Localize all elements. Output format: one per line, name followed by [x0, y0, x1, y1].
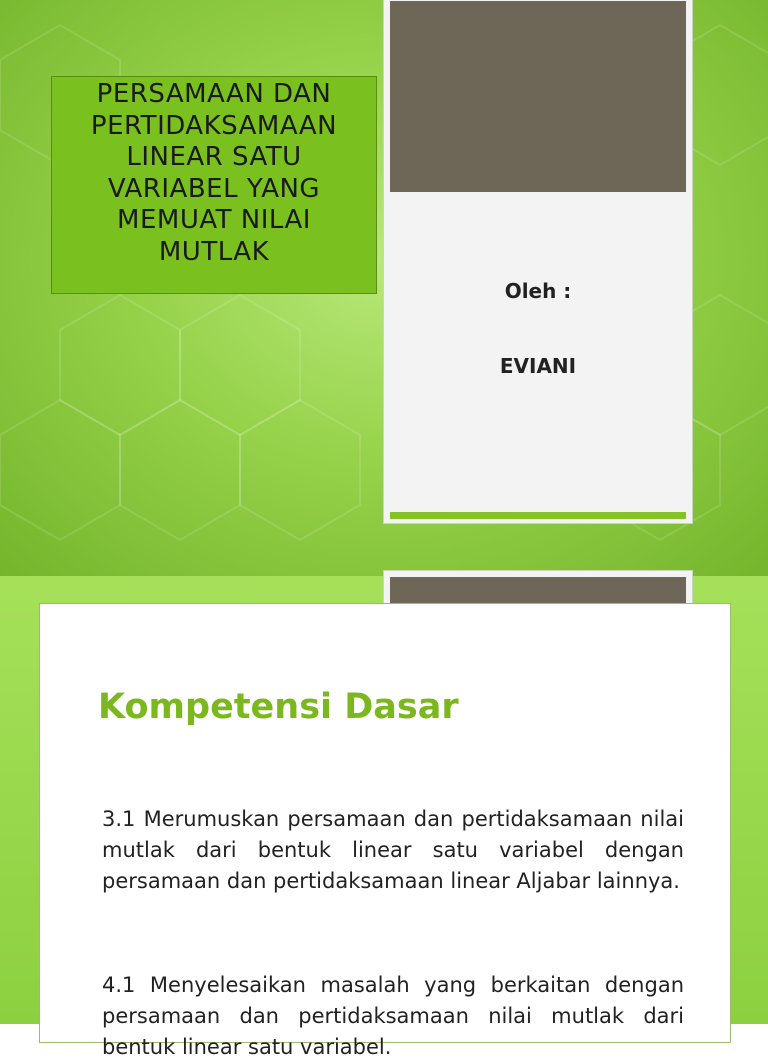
accent-bar [390, 512, 686, 519]
author-panel [383, 0, 693, 524]
title-line: MUTLAK [158, 236, 270, 267]
section-heading: Kompetensi Dasar [98, 687, 459, 727]
by-label: Oleh : [504, 279, 572, 303]
author-name: EVIANI [499, 354, 577, 378]
dark-header-block [390, 1, 686, 192]
title-line: LINEAR SATU [126, 142, 302, 172]
slide-title [51, 76, 377, 294]
content-card [39, 603, 731, 1059]
title-line: MEMUAT NILAI [117, 205, 311, 235]
title-line: PERSAMAAN DAN [96, 79, 332, 109]
competency-paragraph: 3.1 Merumuskan persamaan dan pertidaksamaan nilai mutlak dari bentuk linear satu variabel dengan persamaan dan pertidaksamaan linear Aljabar lainnya. [102, 807, 684, 893]
competency-paragraph: 4.1 Menyelesaikan masalah yang berkaitan dengan persamaan dan pertidaksamaan nilai mutlak dari bentuk linear satu variabel. [102, 973, 684, 1059]
slide-2 [0, 576, 768, 1059]
title-line: PERTIDAKSAMAAN [90, 110, 338, 141]
title-line: VARIABEL YANG [107, 173, 321, 204]
